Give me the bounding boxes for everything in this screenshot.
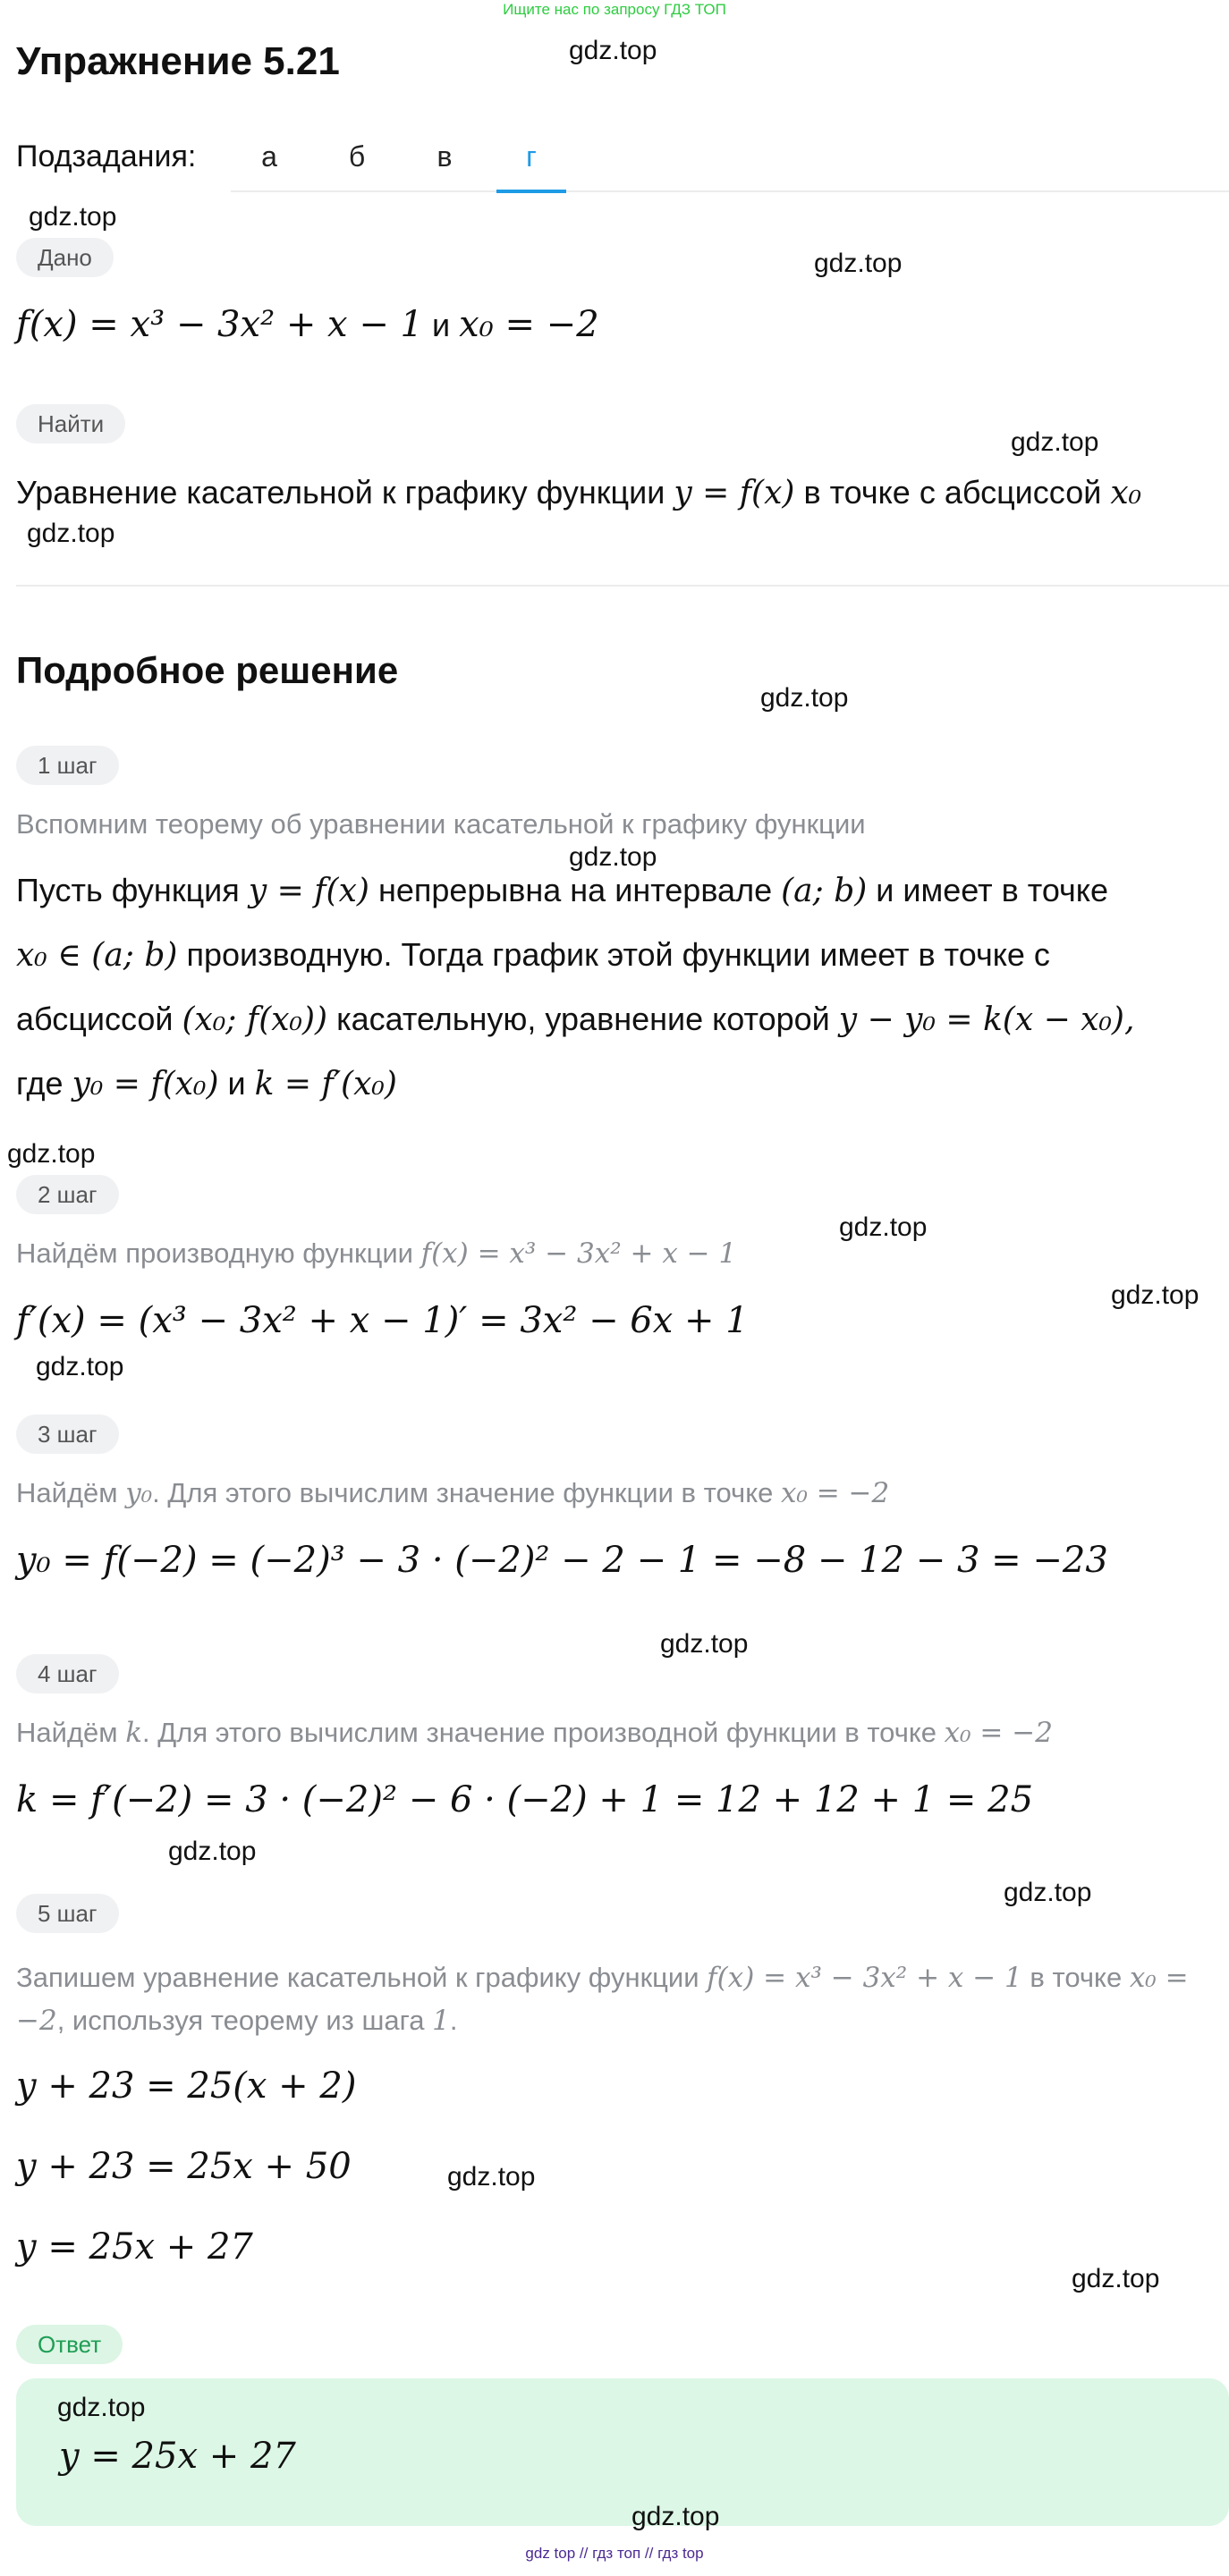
watermark: gdz.top <box>569 842 657 872</box>
step-1-text: абсциссой <box>16 1001 174 1037</box>
step-1-math: y = f(x) <box>248 873 369 909</box>
given-point: x₀ = −2 <box>459 304 599 345</box>
step-1-text: где <box>16 1065 64 1102</box>
answer-badge: Ответ <box>16 2325 123 2364</box>
step-5-formula-2: y + 23 = 25x + 50 <box>16 2146 352 2187</box>
watermark: gdz.top <box>1111 1280 1199 1310</box>
watermark: gdz.top <box>57 2393 146 2422</box>
find-math-1: y = f(x) <box>674 475 795 511</box>
step-1-math: k = f′(x₀) <box>254 1066 397 1102</box>
given-statement <box>16 304 599 345</box>
step-1-math: y₀ = f(x₀) <box>72 1066 219 1102</box>
step-1-text: и <box>227 1065 246 1102</box>
step-3-hint <box>16 1477 889 1509</box>
step-2-badge: 2 шаг <box>16 1175 119 1214</box>
step-4-formula: k = f′(−2) = 3 · (−2)² − 6 · (−2) + 1 = 12 + 12 + 1 = 25 <box>16 1779 1034 1820</box>
step-1-line-2 <box>16 936 1050 974</box>
step-3-hint-text: Найдём <box>16 1477 118 1508</box>
watermark: gdz.top <box>447 2162 536 2192</box>
answer-formula: y = 25x + 27 <box>59 2436 296 2477</box>
step-5-formula-1: y + 23 = 25(x + 2) <box>16 2065 357 2107</box>
step-1-math: (a; b) <box>781 873 868 909</box>
find-math-2: x₀ <box>1110 475 1142 511</box>
step-4-badge: 4 шаг <box>16 1654 119 1693</box>
watermark: gdz.top <box>7 1139 96 1169</box>
step-1-math: y − y₀ = k(x − x₀), <box>838 1001 1135 1038</box>
step-5-formula-3: y = 25x + 27 <box>16 2226 253 2268</box>
step-1-line-1 <box>16 872 1108 909</box>
watermark: gdz.top <box>36 1352 124 1381</box>
step-5-hint-math: x₀ = −2 <box>16 1962 1189 2037</box>
watermark: gdz.top <box>814 249 903 278</box>
step-3-hint-math: y₀ <box>125 1477 153 1509</box>
step-1-math: x₀ ∈ (a; b) <box>16 937 178 974</box>
step-5-hint <box>16 1956 1215 2042</box>
watermark: gdz.top <box>839 1212 928 1242</box>
footer-links[interactable]: gdz top // гдз топ // гдз top <box>525 2545 704 2562</box>
watermark: gdz.top <box>1072 2264 1160 2293</box>
given-badge: Дано <box>16 238 114 277</box>
find-statement <box>16 474 1141 511</box>
watermark: gdz.top <box>660 1629 749 1659</box>
tab-b[interactable]: б <box>348 140 366 173</box>
step-1-hint: Вспомним теорему об уравнении касательной к графику функции <box>16 808 866 840</box>
step-4-hint <box>16 1717 1053 1749</box>
step-1-text: и имеет в точке <box>876 872 1108 908</box>
step-2-hint-math: f(x) = x³ − 3x² + x − 1 <box>420 1237 737 1270</box>
step-3-formula: y₀ = f(−2) = (−2)³ − 3 · (−2)² − 2 − 1 = −8 − 12 − 3 = −23 <box>16 1540 1108 1581</box>
step-5-hint-text: в точке <box>1030 1962 1123 1993</box>
step-5-hint-text: Запишем уравнение касательной к графику функции <box>16 1962 699 1993</box>
find-badge: Найти <box>16 404 125 443</box>
watermark: gdz.top <box>168 1837 257 1866</box>
step-2-formula: f′(x) = (x³ − 3x² + x − 1)′ = 3x² − 6x + 1 <box>16 1300 749 1341</box>
tab-v[interactable]: в <box>437 140 453 173</box>
step-3-hint-math: x₀ = −2 <box>780 1477 890 1509</box>
tab-a[interactable]: а <box>261 140 277 173</box>
step-1-text: касательную, уравнение которой <box>336 1001 830 1037</box>
watermark: gdz.top <box>760 683 849 713</box>
solution-title: Подробное решение <box>16 649 399 691</box>
step-5-hint-text: , используя теорему из шага <box>56 2005 425 2036</box>
watermark: gdz.top <box>1004 1878 1092 1907</box>
find-text-1: Уравнение касательной к графику функции <box>16 474 665 511</box>
step-1-math: (x₀; f(x₀)) <box>182 1001 328 1038</box>
step-1-line-3 <box>16 1001 1134 1038</box>
step-1-text: непрерывна на интервале <box>377 872 773 908</box>
section-divider <box>16 585 1229 587</box>
step-1-text: Пусть функция <box>16 872 240 908</box>
step-1-text: производную. Тогда график этой функции имеет в точке с <box>186 936 1050 973</box>
step-5-badge: 5 шаг <box>16 1894 119 1933</box>
step-1-line-4 <box>16 1065 397 1102</box>
step-5-hint-text: . <box>449 2005 458 2036</box>
step-2-hint <box>16 1237 736 1270</box>
subtasks-label: Подзадания: <box>16 139 197 173</box>
step-3-hint-text: . Для этого вычислим значение функции в точке <box>152 1477 774 1508</box>
watermark: gdz.top <box>29 202 117 232</box>
watermark: gdz.top <box>569 36 657 65</box>
step-5-hint-math: 1 <box>432 2005 450 2037</box>
step-5-hint-math: f(x) = x³ − 3x² + x − 1 <box>707 1962 1022 1994</box>
step-4-hint-math: k <box>125 1717 143 1749</box>
given-function: f(x) = x³ − 3x² + x − 1 <box>16 304 423 345</box>
watermark: gdz.top <box>1011 427 1099 457</box>
step-2-hint-text: Найдём производную функции <box>16 1237 413 1269</box>
step-3-badge: 3 шаг <box>16 1415 119 1454</box>
step-4-hint-text: . Для этого вычислим значение производной функции в точке <box>142 1717 937 1748</box>
watermark: gdz.top <box>631 2502 720 2531</box>
step-4-hint-text: Найдём <box>16 1717 118 1748</box>
step-4-hint-math: x₀ = −2 <box>944 1717 1053 1749</box>
top-promo-note: Ищите нас по запросу ГДЗ ТОП <box>503 1 726 18</box>
step-1-badge: 1 шаг <box>16 746 119 785</box>
page-title: Упражнение 5.21 <box>16 39 340 83</box>
find-text-2: в точке с абсциссой <box>803 474 1102 511</box>
tab-g[interactable]: г <box>496 134 566 193</box>
watermark: gdz.top <box>27 519 115 548</box>
given-conj: и <box>432 307 451 343</box>
